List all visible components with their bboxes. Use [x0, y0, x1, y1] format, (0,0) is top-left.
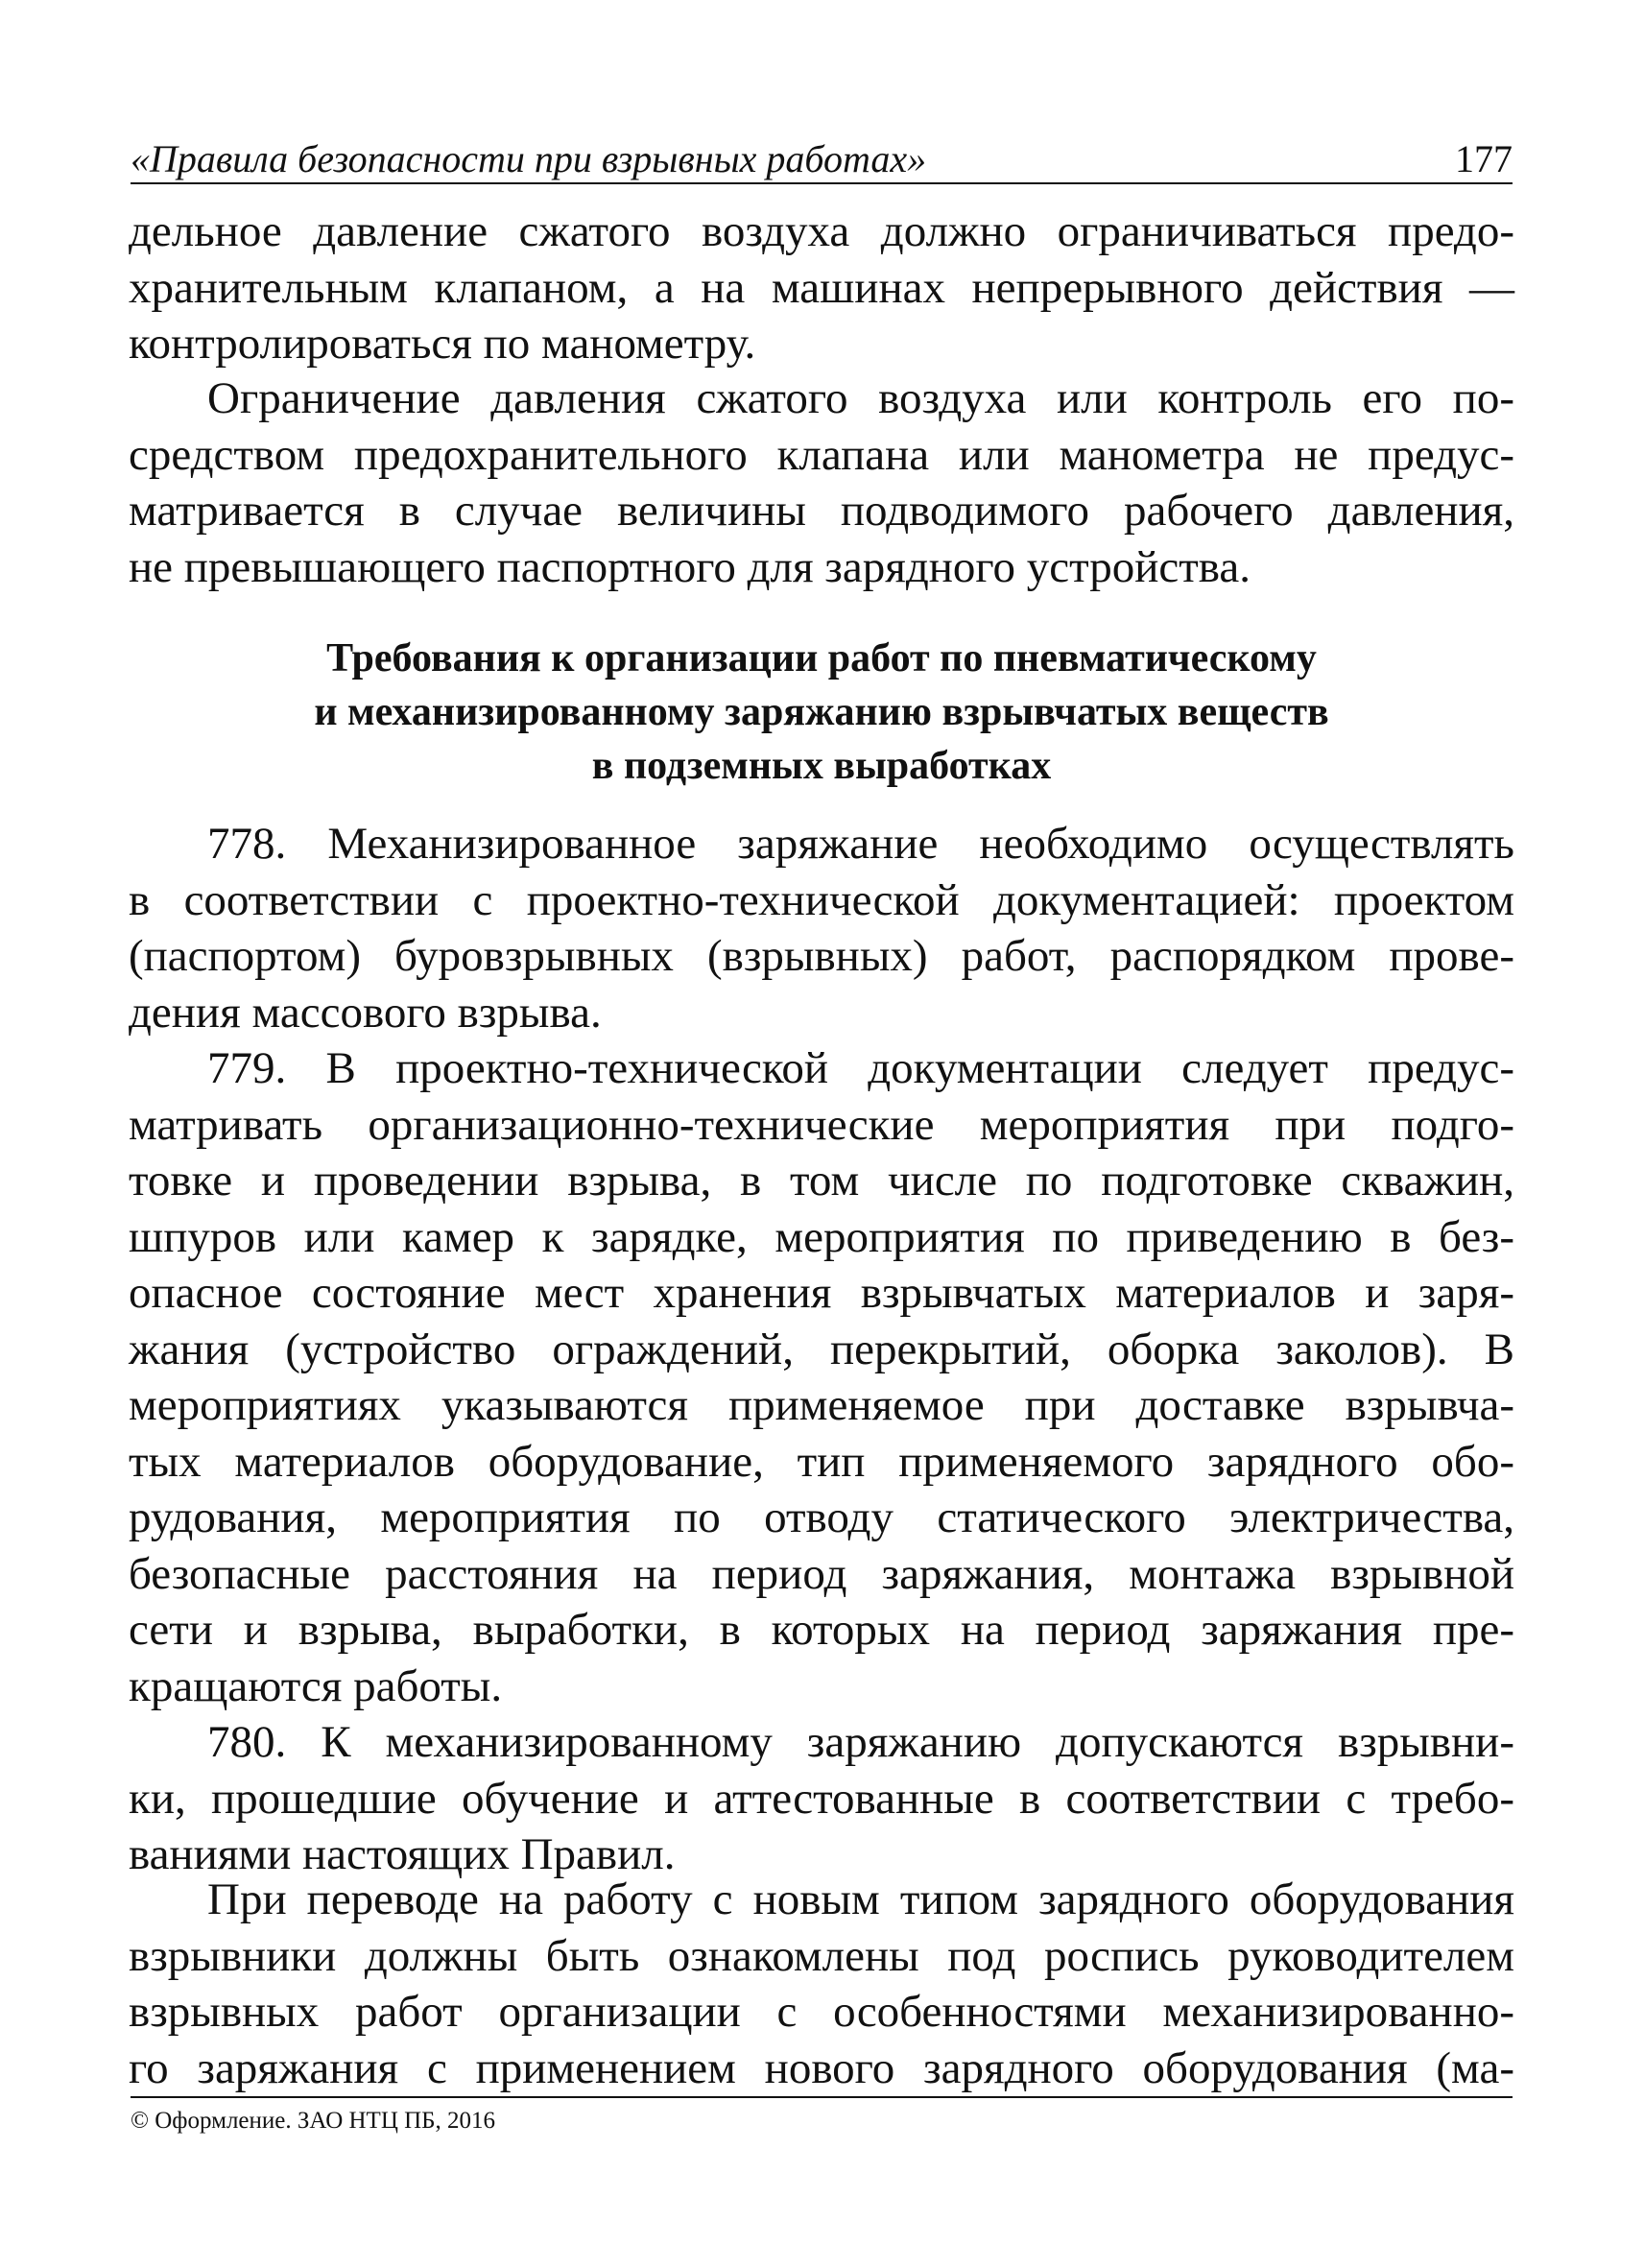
text-line: шпуров или камер к зарядке, мероприятия по приведению в без- — [129, 1211, 1514, 1262]
footer-copyright: © Оформление. ЗАО НТЦ ПБ, 2016 — [131, 2108, 496, 2134]
footer-rule — [131, 2096, 1513, 2098]
text-line: дельное давление сжатого воздуха должно ограничиваться предо- — [129, 206, 1514, 256]
header-title: «Правила безопасности при взрывных работах» — [131, 137, 927, 180]
text-line: средством предохранительного клапана или манометра не предус- — [129, 429, 1514, 480]
header-rule — [131, 182, 1513, 184]
text-line: сети и взрыва, выработки, в которых на период заряжания пре- — [129, 1605, 1514, 1655]
text-line: не превышающего паспортного для зарядного устройства. — [129, 541, 1251, 592]
text-line: кращаются работы. — [129, 1660, 503, 1711]
text-line: 780. К механизированному заряжанию допускаются взрывни- — [207, 1717, 1514, 1767]
text-line: (паспортом) буровзрывных (взрывных) работ, распорядком прове- — [129, 931, 1514, 981]
text-line: жания (устройство ограждений, перекрытий, оборка заколов). В — [129, 1324, 1514, 1374]
text-line: взрывных работ организации с особенностями механизированно- — [129, 1987, 1514, 2037]
text-line: взрывники должны быть ознакомлены под роспись руководителем — [129, 1930, 1514, 1981]
heading-line: Требования к организации работ по пневматическому — [326, 636, 1317, 680]
text-line: матривается в случае величины подводимого рабочего давления, — [129, 486, 1514, 536]
text-line: ки, прошедшие обучение и аттестованные в соответствии с требо- — [129, 1773, 1514, 1824]
text-line: При переводе на работу с новым типом зарядного оборудования — [207, 1874, 1514, 1924]
section-heading — [129, 632, 1514, 793]
text-line: контролироваться по манометру. — [129, 319, 756, 369]
paragraph-intro — [129, 203, 1514, 372]
paragraph-778 — [129, 816, 1514, 1040]
paragraph-equipment-transfer — [129, 1872, 1514, 2096]
text-line: опасное состояние мест хранения взрывчатых материалов и заря- — [129, 1268, 1514, 1318]
text-line: хранительным клапаном, а на машинах непрерывного действия — — [129, 262, 1514, 313]
text-line: тых материалов оборудование, тип применяемого зарядного обо- — [129, 1436, 1514, 1487]
text-line: ваниями настоящих Правил. — [129, 1829, 676, 1879]
text-line: безопасные расстояния на период заряжания, монтажа взрывной — [129, 1548, 1514, 1599]
paragraph-780 — [129, 1714, 1514, 1883]
text-line: 779. В проектно-технической документации следует предус- — [207, 1043, 1514, 1093]
heading-line: в подземных выработках — [591, 744, 1052, 788]
text-line: Ограничение давления сжатого воздуха или контроль его по- — [207, 373, 1514, 423]
running-header — [131, 131, 1513, 184]
page-number: 177 — [1455, 137, 1513, 180]
text-line: мероприятиях указываются применяемое при доставке взрывча- — [129, 1380, 1514, 1430]
text-line: матривать организационно-технические мероприятия при подго- — [129, 1099, 1514, 1150]
text-line: рудования, мероприятия по отводу статического электричества, — [129, 1492, 1514, 1542]
text-line: дения массового взрыва. — [129, 987, 602, 1038]
text-line: в соответствии с проектно-технической документацией: проектом — [129, 874, 1514, 925]
heading-line: и механизированному заряжанию взрывчатых веществ — [314, 690, 1329, 734]
paragraph-779 — [129, 1040, 1514, 1714]
text-line: го заряжания с применением нового зарядного оборудования (ма- — [129, 2042, 1514, 2093]
text-line: товке и проведении взрыва, в том числе по подготовке скважин, — [129, 1156, 1514, 1206]
text-line: 778. Механизированное заряжание необходимо осуществлять — [207, 819, 1514, 869]
paragraph-pressure-limit — [129, 370, 1514, 595]
